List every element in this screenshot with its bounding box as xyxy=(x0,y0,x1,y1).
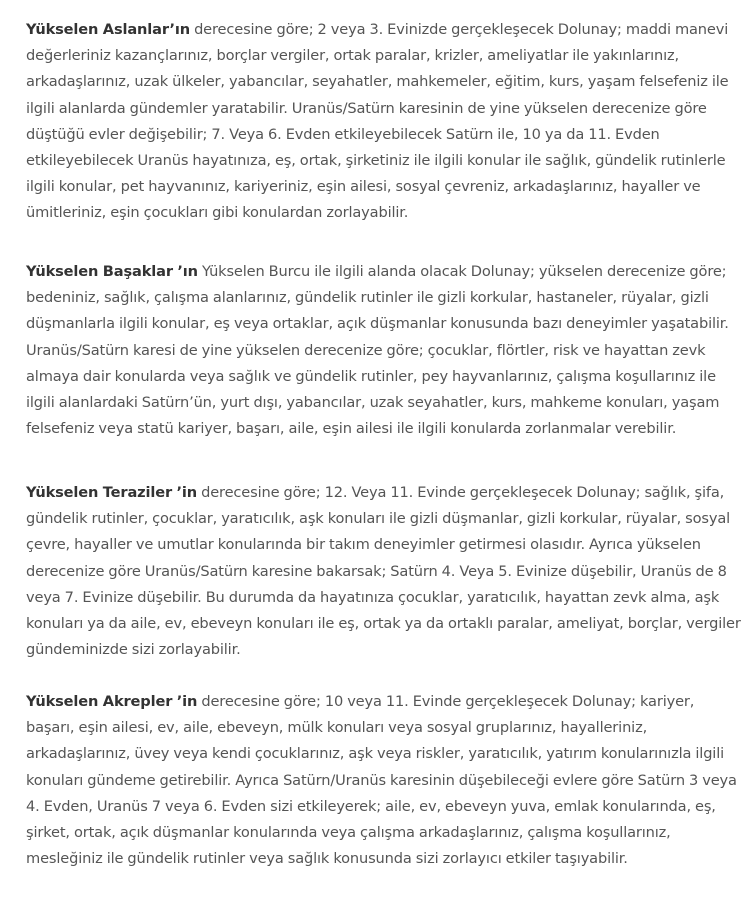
paragraph-yukselen-aslanlar xyxy=(26,17,744,227)
paragraph-heading: Yükselen Başaklar ’ın xyxy=(26,263,198,280)
paragraph-text: derecesine göre; 12. Veya 11. Evinde gerçekleşecek Dolunay; sağlık, şifa, gündelik rutinler, çocuklar, yaratıcılık, aşk konuları ile gizli düşmanlar, gizli korkular, rüyalar, sosyal çevre, hayaller ve umutlar konularında bir takım deneyimler getirmesi olasıdır. Ayrıca yükselen derecenize göre Uranüs/Satürn karesine bakarsak; Satürn 4. Veya 5. Evinize düşebilir, Uranüs de 8 veya 7. Evinize düşebilir. Bu durumda da hayatınıza çocuklar, yaratıcılık, hayattan zevk alma, aşk konuları ya da aile, ev, ebeveyn konuları ile eş, ortak ya da ortaklı paralar, ameliyat, borçlar, vergiler gündeminizde sizi zorlayabilir. xyxy=(26,484,741,659)
paragraph-text: Yükselen Burcu ile ilgili alanda olacak Dolunay; yükselen derecenize göre; bedeniniz, sağlık, çalışma alanlarınız, gündelik rutinler ile gizli korkular, hastaneler, rüyalar, gizli düşmanlarla ilgili konular, eş veya ortaklar, açık düşmanlar konusunda bazı deneyimler yaşatabilir. Uranüs/Satürn karesi de yine yükselen derecenize göre; çocuklar, flörtler, risk ve hayattan zevk almaya dair konularda veya sağlık ve gündelik rutinler, pey hayvanlarınız, çalışma koşullarınız ile ilgili alanlardaki Satürn’ün, yurt dışı, yabancılar, uzak seyahatler, kurs, mahkeme konuları, yaşam felsefeniz veya statü kariyer, başarı, aile, eşin ailesi ile ilgili konularda zorlanmalar verebilir. xyxy=(26,263,729,438)
paragraph-text: derecesine göre; 10 veya 11. Evinde gerçekleşecek Dolunay; kariyer, başarı, eşin ailesi, ev, aile, ebeveyn, mülk konuları veya sosyal gruplarınız, hayalleriniz, arkadaşlarınız, üvey veya kendi çocuklarınız, aşk veya riskler, yaratıcılık, yatırım konularınızla ilgili konuları gündeme getirebilir. Ayrıca Satürn/Uranüs karesinin düşebileceği evlere göre Satürn 3 veya 4. Evden, Uranüs 7 veya 6. Evden sizi etkileyerek; aile, ev, ebeveyn yuva, emlak konularında, eş, şirket, ortak, açık düşmanlar konularında veya çalışma arkadaşlarınız, çalışma koşullarınız, mesleğiniz ile gündelik rutinler veya sağlık konusunda sizi zorlayıcı etkiler taşıyabilir. xyxy=(26,693,737,868)
paragraph-heading: Yükselen Akrepler ’in xyxy=(26,693,198,710)
paragraph-heading: Yükselen Teraziler ’in xyxy=(26,484,198,501)
paragraph-heading: Yükselen Aslanlar’ın xyxy=(26,21,190,38)
paragraph-yukselen-teraziler xyxy=(26,480,744,663)
paragraph-text: derecesine göre; 2 veya 3. Evinizde gerçekleşecek Dolunay; maddi manevi değerleriniz kazançlarınız, borçlar vergiler, ortak paralar, krizler, ameliyatlar ile yakınlarınız, arkadaşlarınız, uzak ülkeler, yabancılar, seyahatler, mahkemeler, eğitim, kurs, yaşam felsefeniz ile ilgili alanlarda gündemler yaratabilir. Uranüs/Satürn karesinin de yine yükselen derecenize göre düştüğü evler değişebilir; 7. Veya 6. Evden etkileyebilecek Satürn ile, 10 ya da 11. Evden etkileyebilecek Uranüs hayatınıza, eş, ortak, şirketiniz ile ilgili konular ile sağlık, gündelik rutinlerle ilgili konular, pet hayvanınız, kariyeriniz, eşin ailesi, sosyal çevreniz, arkadaşlarınız, hayaller ve ümitleriniz, eşin çocukları gibi konulardan zorlayabilir. xyxy=(26,21,729,222)
paragraph-yukselen-akrepler xyxy=(26,689,744,872)
paragraph-yukselen-basaklar xyxy=(26,259,744,442)
